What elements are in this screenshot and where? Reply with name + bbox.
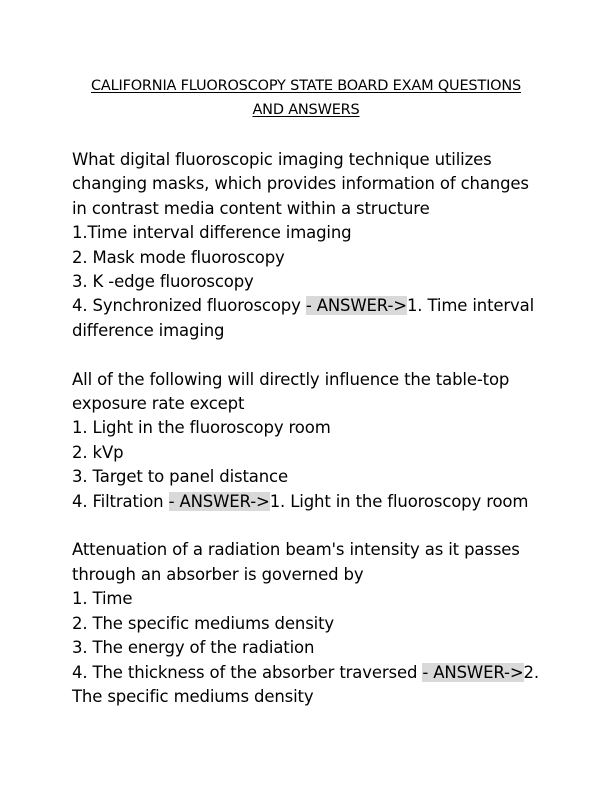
answer-tag: - ANSWER->: [305, 296, 407, 316]
answer-text: 1. Time interval: [406, 296, 535, 316]
option-4: 4. The thickness of the absorber traversed: [72, 662, 423, 682]
option-1: 1. Light in the fluoroscopy room: [72, 418, 331, 438]
option-3: 3. K -edge fluoroscopy: [72, 272, 254, 292]
answer-text-continued: The specific mediums density: [72, 686, 314, 706]
document-body: [72, 148, 552, 734]
option-1: 1.Time interval difference imaging: [72, 223, 352, 243]
option-4-with-answer: [72, 661, 552, 685]
option-3: 3. The energy of the radiation: [72, 638, 315, 658]
option-2: 2. Mask mode fluoroscopy: [72, 247, 285, 267]
question-text: exposure rate except: [72, 394, 245, 414]
question-text: What digital fluoroscopic imaging technique utilizes: [72, 150, 492, 169]
answer-text: 1. Light in the fluoroscopy room: [269, 491, 529, 511]
question-text: All of the following will directly influence the table-top: [72, 369, 510, 389]
question-block-3: [72, 538, 552, 709]
question-text: changing masks, which provides information of changes: [72, 174, 529, 194]
option-3: 3. Target to panel distance: [72, 467, 288, 487]
title-line-2: AND ANSWERS: [252, 102, 360, 118]
answer-tag: - ANSWER->: [422, 662, 524, 682]
answer-text-continued: difference imaging: [72, 320, 225, 340]
question-text: Attenuation of a radiation beam's intensity as it passes: [72, 540, 520, 560]
document-title: [60, 74, 552, 122]
option-4-with-answer: [72, 294, 552, 318]
question-block-1: [72, 148, 552, 343]
answer-tag: - ANSWER->: [168, 491, 270, 511]
option-2: 2. The specific mediums density: [72, 613, 335, 633]
title-line-1: CALIFORNIA FLUOROSCOPY STATE BOARD EXAM QUESTIONS: [90, 78, 522, 94]
option-4-with-answer: [72, 490, 552, 514]
option-4: 4. Filtration: [72, 491, 169, 511]
option-4: 4. Synchronized fluoroscopy: [72, 296, 306, 316]
question-text: in contrast media content within a structure: [72, 198, 430, 218]
question-text: through an absorber is governed by: [72, 564, 364, 584]
answer-text: 2.: [523, 662, 539, 682]
option-2: 2. kVp: [72, 442, 124, 462]
option-1: 1. Time: [72, 589, 133, 609]
question-block-2: [72, 368, 552, 514]
